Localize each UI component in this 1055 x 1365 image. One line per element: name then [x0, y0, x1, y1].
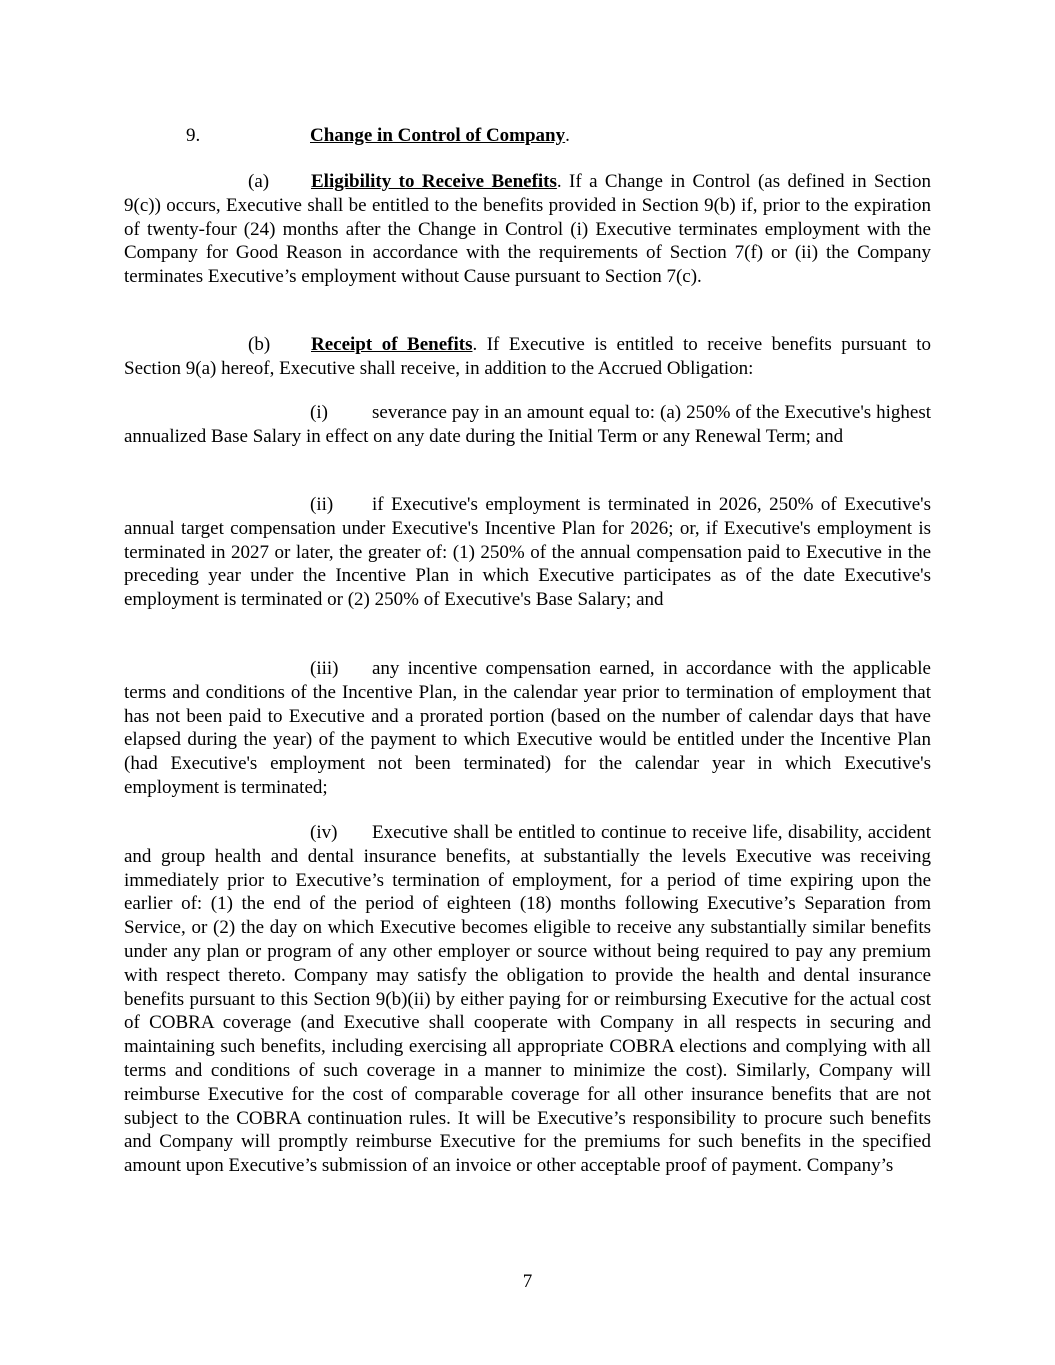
subitem-iii-label: (iii) — [310, 658, 339, 679]
section-title-period: . — [565, 125, 570, 146]
section-number: 9. — [186, 125, 201, 146]
section-title: Change in Control of Company — [310, 125, 566, 146]
paragraph-b-text: . If Executive is entitled to receive benefits pursuant to Section 9(a) hereof, Executive shall receive, in addition to the Accrued Obligation: — [124, 334, 931, 379]
subitem-iii-text: any incentive compensation earned, in accordance with the applicable terms and conditions of the Incentive Plan, in the calendar year prior to termination of employment that has not been paid to Executive and a prorated portion (based on the number of calendar days that have elapsed during the year) of the payment to which Executive would be entitled under the Incentive Plan (had Executive's employment not been terminated) for the calendar year in which Executive's employment is terminated; — [124, 658, 931, 798]
paragraph-b-heading: Receipt of Benefits — [311, 334, 473, 355]
paragraph-b — [124, 333, 931, 381]
subitem-ii-text: if Executive's employment is terminated in 2026, 250% of Executive's annual target compensation under Executive's Incentive Plan for 2026; or, if Executive's employment is terminated in 2027 or later, the greater of: (1) 250% of the annual compensation paid to Executive in the preceding year under the Incentive Plan in which Executive participates as of the date Executive's employment is terminated or (2) 250% of Executive's Base Salary; and — [124, 494, 931, 611]
subitem-ii-label: (ii) — [310, 494, 334, 515]
subitem-ii — [124, 493, 931, 612]
subitem-i-label: (i) — [310, 402, 328, 423]
paragraph-b-label: (b) — [248, 334, 271, 355]
subitem-i-text: severance pay in an amount equal to: (a) 250% of the Executive's highest annualized Base Salary in effect on any date during the Initial Term or any Renewal Term; and — [124, 402, 931, 447]
page-number: 7 — [522, 1271, 533, 1292]
paragraph-a-label: (a) — [248, 171, 270, 192]
subitem-i — [124, 401, 931, 449]
subitem-iv-text: Executive shall be entitled to continue to receive life, disability, accident and group health and dental insurance benefits, at substantially the levels Executive was receiving immediately prior to Executive’s termination of employment, for a period of time expiring upon the earlier of: (1) the end of the period of eighteen (18) months following Executive’s Separation from Service, or (2) the day on which Executive becomes eligible to receive any substantially similar benefits under any plan or program of any other employer or source without being required to pay any premium with respect thereto. Company may satisfy the obligation to provide the health and dental insurance benefits pursuant to this Section 9(b)(ii) by either paying for or reimbursing Executive for the actual cost of COBRA coverage (and Executive shall cooperate with Company in all respects in securing and maintaining such benefits, including exercising all appropriate COBRA elections and complying with all terms and conditions of such coverage in a manner to minimize the cost). Similarly, Company will reimburse Executive for the cost of comparable coverage for all other insurance benefits that are not subject to the COBRA continuation rules. It will be Executive’s responsibility to procure such benefits and Company will promptly reimburse Executive for the premiums for such benefits in the specified amount upon Executive’s submission of an invoice or other acceptable proof of payment. Company’s — [124, 822, 931, 1177]
paragraph-a — [124, 170, 931, 289]
subitem-iv — [124, 821, 931, 1178]
subitem-iv-label: (iv) — [310, 822, 338, 843]
subitem-iii — [124, 657, 931, 800]
section-heading — [124, 124, 931, 148]
paragraph-a-heading: Eligibility to Receive Benefits — [311, 171, 557, 192]
paragraph-a-text: . If a Change in Control (as defined in Section 9(c)) occurs, Executive shall be entitled to the benefits provided in Section 9(b) if, prior to the expiration of twenty-four (24) months after the Change in Control (i) Executive terminates employment with the Company for Good Reason in accordance with the requirements of Section 7(f) or (ii) the Company terminates Executive’s employment without Cause pursuant to Section 7(c). — [124, 171, 932, 288]
